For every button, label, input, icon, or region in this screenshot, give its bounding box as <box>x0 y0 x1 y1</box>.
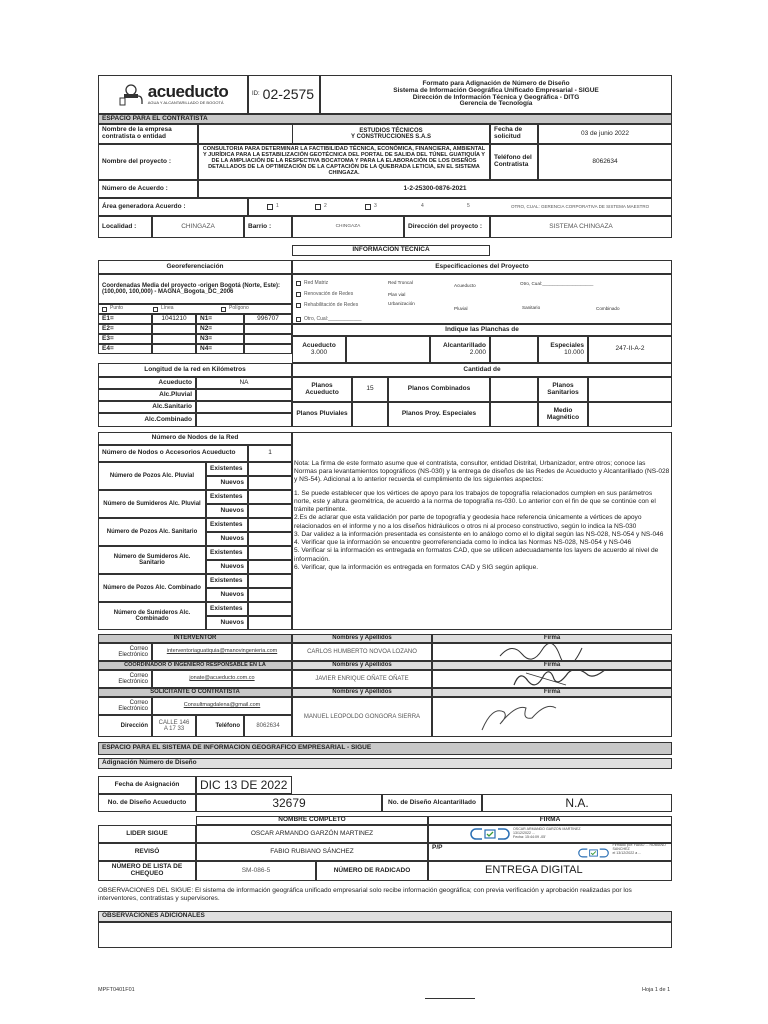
existentes-label: Existentes <box>206 518 248 532</box>
longitud-label: Alc.Combinado <box>98 413 196 427</box>
nombre-completo-header: NOMBRE COMPLETO <box>196 816 428 825</box>
coord-n-value <box>244 324 292 334</box>
nuevos-value <box>248 616 292 630</box>
nuevos-value <box>248 504 292 518</box>
empresa-value: ESTUDIOS TÉCNICOS Y CONSTRUCCIONES S.A.S <box>292 124 490 144</box>
signature-icon <box>496 644 596 660</box>
existentes-label: Existentes <box>206 602 248 616</box>
telefono-value: 8062634 <box>244 715 292 737</box>
coord-e-value <box>152 324 196 334</box>
area-option-1[interactable]: 1 <box>267 204 279 210</box>
diseno-acu-label: No. de Diseño Acueducto <box>98 794 196 812</box>
nota-intro: Nota: La firma de este formato asume que el contratista, consultor, entidad Distrital, Urbanizador, entre otros; conoce las Normas para levantamientos topográficos (NS-030) y la entrega de diseños de las Redes de Acueducto y Alcantarillado (NS-028 y NS-54). Adicional a lo anterior recuerda el cumplimiento de los siguientes aspectos: <box>294 460 670 484</box>
coordinador-nombre: JAVIER ENRIQUE OÑATE OÑATE <box>292 670 432 688</box>
barrio-label: Barrio : <box>244 216 292 238</box>
geo-type-poligono[interactable]: Polígono <box>221 306 249 311</box>
localidad-label: Localidad : <box>98 216 152 238</box>
coord-n-value <box>244 344 292 354</box>
empresa-label: Nombre de la empresa contratista o entidad <box>98 124 198 144</box>
nuevos-label: Nuevos <box>206 532 248 546</box>
spec-acueducto: Acueducto <box>454 283 476 288</box>
interventor-firma <box>432 643 672 661</box>
correo-label: Correo Electrónico <box>98 670 152 688</box>
spec-pluvial: Pluvial <box>454 306 468 311</box>
nodos-row-label: Número de Pozos Alc. Pluvial <box>98 462 206 490</box>
area-otro: OTRO, CUAL: GERENCIA CORPORATIVA DE SISTEMA MAESTRO <box>511 203 650 209</box>
spec-red-troncal: Red Troncal <box>388 280 413 285</box>
id-cell <box>248 75 320 114</box>
existentes-label: Existentes <box>206 574 248 588</box>
reviso-firma <box>428 843 672 861</box>
area-options <box>248 198 672 216</box>
interventor-nombre: CARLOS HUMBERTO NOVOA LOZANO <box>292 643 432 661</box>
checkbox-icon <box>267 204 273 210</box>
especificaciones-title: Especificaciones del Proyecto <box>292 260 672 274</box>
localidad-value: CHINGAZA <box>152 216 244 238</box>
cantidad-value: 15 <box>352 377 388 402</box>
direccion-proyecto-value: SISTEMA CHINGAZA <box>490 216 672 238</box>
cantidad-value <box>588 377 672 402</box>
coord-n-label: N2= <box>196 324 244 334</box>
footer-page: Hoja 1 de 1 <box>642 987 671 993</box>
nombres-label: Nombres y Apellidos <box>292 661 432 670</box>
barrio-value: CHINGAZA <box>292 216 404 238</box>
telefono-contratista-label: Teléfono del Contratista <box>490 144 538 180</box>
coord-n-label: N1= <box>196 314 244 324</box>
geo-type-linea[interactable]: Línea <box>153 306 174 311</box>
plancha-alcantarillado: Alcantarillado 2.000 <box>430 336 490 363</box>
longitud-label: Acueducto <box>98 377 196 389</box>
coord-n-label: N3= <box>196 334 244 344</box>
obs-adicionales-label: OBSERVACIONES ADICIONALES <box>98 911 672 922</box>
coord-e-value: 1041210 <box>152 314 196 324</box>
existentes-label: Existentes <box>206 546 248 560</box>
spec-urbanizacion: Urbanización <box>388 301 415 306</box>
cantidad-title: Cantidad de <box>292 363 672 377</box>
acuerdo-label: Número de Acuerdo : <box>98 180 198 198</box>
existentes-value <box>248 462 292 476</box>
logo-text: acueducto <box>147 82 229 102</box>
title-line: Gerencia de Tecnología <box>459 100 533 108</box>
cantidad-label: Planos Pluviales <box>292 402 352 427</box>
coord-e-label: E1= <box>98 314 152 324</box>
digital-signature-icon <box>578 847 609 859</box>
solicitante-firma <box>432 697 672 737</box>
existentes-label: Existentes <box>206 490 248 504</box>
checkbox-icon <box>153 307 158 312</box>
fecha-solicitud-value: 03 de junio 2022 <box>538 124 672 144</box>
lista-value: SM-086-5 <box>196 861 316 881</box>
longitud-label: Alc.Pluvial <box>98 389 196 401</box>
nodos-row-label: Número de Pozos Alc. Combinado <box>98 574 206 602</box>
coordinador-firma <box>432 670 672 688</box>
lider-label: LIDER SIGUE <box>98 825 196 843</box>
existentes-value <box>248 490 292 504</box>
area-option-5[interactable]: 5 <box>467 203 470 210</box>
solicitante-email-link[interactable]: Consultmagdalena@gmail.com <box>183 702 261 709</box>
spec-red-matriz[interactable]: Red Matriz <box>296 280 328 286</box>
nodos-acc-label: Número de Nodos o Accesorios Acueducto <box>98 445 248 462</box>
nuevos-label: Nuevos <box>206 560 248 574</box>
coord-e-label: E3= <box>98 334 152 344</box>
nuevos-label: Nuevos <box>206 616 248 630</box>
coord-n-value <box>244 334 292 344</box>
interventor-correo <box>152 643 292 661</box>
telefono-contratista-value: 8062634 <box>538 144 672 180</box>
checkbox-icon <box>102 307 107 312</box>
spec-renovacion[interactable]: Renovación de Redes <box>296 291 353 297</box>
nodos-title: Número de Nodos de la Red <box>98 432 292 445</box>
nuevos-value <box>248 476 292 490</box>
nodos-row-label: Número de Pozos Alc. Sanitario <box>98 518 206 546</box>
coord-e-value <box>152 334 196 344</box>
fecha-asignacion-label: Fecha de Asignación <box>98 776 196 794</box>
spec-combinado: Combinado <box>596 306 620 311</box>
pp-label: P/P <box>432 844 443 851</box>
section-info-tecnica: INFORMACION TECNICA <box>292 245 490 256</box>
nuevos-label: Nuevos <box>206 504 248 518</box>
solicitante-correo <box>152 697 292 715</box>
geo-type-punto[interactable]: Punto <box>102 306 123 311</box>
coord-e-value <box>152 344 196 354</box>
longitud-value: NA <box>196 377 292 389</box>
georef-title: Georeferenciación <box>98 260 292 274</box>
coord-n-value: 996707 <box>244 314 292 324</box>
direccion-label: Dirección <box>98 715 152 737</box>
diseno-acu-value: 32679 <box>196 794 382 812</box>
existentes-value <box>248 518 292 532</box>
checkbox-icon <box>365 204 371 210</box>
plancha-alcantarillado-blank <box>490 336 538 363</box>
fecha-asignacion-value: DIC 13 DE 2022 <box>196 776 292 794</box>
obs-adicionales-field[interactable] <box>98 922 672 948</box>
existentes-value <box>248 546 292 560</box>
nodos-row-label: Número de Sumideros Alc. Pluvial <box>98 490 206 518</box>
longitud-value <box>196 413 292 427</box>
footer-code: MPFT0401F01 <box>98 987 135 993</box>
correo-label: Correo Electrónico <box>98 697 152 715</box>
coordenadas-text: Coordenadas Media del proyecto -origen Bogotá (Norte, Este): (100,000, 100,000) - MAGNA_Bogota_DC_2006 <box>98 274 292 304</box>
acueducto-logo <box>118 82 229 108</box>
title-line: Formato para Adignación de Número de Diseño <box>422 79 570 87</box>
checkbox-icon <box>315 204 321 210</box>
plancha-extra: 247-II-A-2 <box>588 336 672 363</box>
existentes-value <box>248 602 292 616</box>
lider-sig-text: OSCAR ARMANDO GARZON MARTINEZ 13/12/2022 ... Fecha: 15:44:09 -05' <box>513 827 581 839</box>
cantidad-label: Medio Magnético <box>538 402 588 427</box>
reviso-value: FABIO RUBIANO SÁNCHEZ <box>196 843 428 861</box>
cantidad-label: Planos Acueducto <box>292 377 352 402</box>
coordinador-email-link[interactable]: jonate@acueducto.com.co <box>189 675 255 682</box>
nodos-row-label: Número de Sumideros Alc. Combinado <box>98 602 206 630</box>
lider-value: OSCAR ARMANDO GARZÓN MARTINEZ <box>196 825 428 843</box>
id-value: 02-2575 <box>262 86 315 103</box>
solicitante-title: SOLICITANTE O CONTRATISTA <box>98 688 292 697</box>
section-sigue: ESPACIO PARA EL SISTEMA DE INFORMACION GEOGRAFICO EMPRESARIAL - SIGUE <box>98 742 672 755</box>
plancha-especiales: Especiales 10.000 <box>538 336 588 363</box>
direccion-proyecto-label: Dirección del proyecto : <box>404 216 490 238</box>
faucet-logo-icon <box>118 82 144 108</box>
longitud-value <box>196 389 292 401</box>
diseno-alc-value: N.A. <box>482 794 672 812</box>
logo-subtext: AGUA Y ALCANTARILLADO DE BOGOTÁ <box>147 100 224 106</box>
nodos-row-label: Número de Sumideros Alc. Sanitario <box>98 546 206 574</box>
interventor-email-link[interactable]: interventoriaguatiquia@manovingenieria.com <box>166 648 278 655</box>
reviso-sig-text: Firmado por: FABIO ... RUBIANO SANCHEZ el 13/12/2022 a ... <box>612 843 666 855</box>
id-label: ID: <box>252 91 260 98</box>
coordinador-title: COORDINADOR O INGENIERO RESPONSABLE EN LA <box>98 661 292 670</box>
diseno-alc-label: No. de Diseño Alcantarillado <box>382 794 482 812</box>
longitud-value <box>196 401 292 413</box>
spec-otro[interactable]: Otro, Cual:____________ <box>296 316 362 322</box>
existentes-label: Existentes <box>206 462 248 476</box>
checkbox-icon <box>296 292 301 297</box>
cantidad-value <box>490 377 538 402</box>
fecha-solicitud-label: Fecha de solicitud <box>490 124 538 144</box>
nota-item: 1. Se puede establecer que los vértices de apoyo para los trabajos de topografía relacionados cumplen en sus parámetros norte, este y altura geométrica, de acuerdo a la norma de topografía ns-030. Lo anterior con el fin de que se continúe con el trámite pertinente. <box>294 489 656 514</box>
direccion-value: CALLE 146 A 17 33 <box>152 715 196 737</box>
checkbox-icon <box>296 281 301 286</box>
coord-e-label: E4= <box>98 344 152 354</box>
area-label: Área generadora Acuerdo : <box>98 198 248 216</box>
nota-text <box>294 460 670 572</box>
firma-label: Firma <box>432 661 672 670</box>
form-title <box>320 75 672 114</box>
checkbox-icon <box>296 303 301 308</box>
firma-header: FIRMA <box>428 816 672 825</box>
spec-otro-cual: Otro, Cual:____________________ <box>520 281 594 286</box>
nota-item: 4. Verificar que la información se encuentre georreferenciada como lo indica las Normas NS-028, NS-054 y NS-046 <box>294 539 632 547</box>
firma-label: Firma <box>432 688 672 697</box>
nota-item: 2.Es de aclarar que esta validación por parte de topografía y geodesia hace referencia únicamente a vértices de apoyo relacionados en el informe y no a los diseños hidráulicos o otros ni al proceso constructivo, según lo indica la NS-030 <box>294 514 642 530</box>
correo-label: Correo Electrónico <box>98 643 152 661</box>
logo-cell <box>98 75 248 114</box>
area-option-2[interactable]: 2 <box>315 204 327 210</box>
cantidad-value <box>490 402 538 427</box>
nota-item: 6. Verificar, que la información es entregada en formatos CAD y SIG según aplique. <box>294 563 539 571</box>
cantidad-label: Planos Proy. Especiales <box>388 402 490 427</box>
spec-sanitario: Sanitario <box>522 305 541 310</box>
plancha-acueducto: Acueducto 3.000 <box>292 336 346 363</box>
longitud-title: Longitud de la red en Kilómetros <box>98 363 292 377</box>
telefono-label: Teléfono <box>196 715 244 737</box>
sigue-subtitle: Adignación Número de Diseño <box>98 758 672 769</box>
proyecto-label: Nombre del proyecto : <box>98 144 198 180</box>
nuevos-value <box>248 588 292 602</box>
proyecto-value: CONSULTORIA PARA DETERMINAR LA FACTIBILIDAD TÉCNICA, ECONÓMICA, FINANCIERA, AMBIENTAL Y JURÍDICA PARA LA ESTABILIZACIÓN GEOTÉCNICA DEL PORTAL DE SALIDA DEL TÚNEL GUATIQUÍA Y DE LA AMPLIACIÓN DE LA RESPECTIVA BOCATOMA Y PARA LA ELABORACIÓN DE LOS DISEÑOS DETALLADOS DE LA OPTIMIZACIÓN DE LA CAPTACIÓN DE LA QUEBRADA LETICIA, EN EL SISTEMA CHINGAZA. <box>198 144 490 180</box>
lista-label: NÚMERO DE LISTA DE CHEQUEO <box>98 861 196 881</box>
title-line: Sistema de Información Geográfica Unificado Empresarial - SIGUE <box>393 86 599 94</box>
area-option-4[interactable]: 4 <box>421 203 424 210</box>
nota-item: 3. Dar validez a la información presentada es consistente en lo análogo como el lo digital según las NS-028, NS-054 y NS-046 <box>294 530 664 538</box>
signature-icon <box>506 670 626 688</box>
radicado-value: ENTREGA DIGITAL <box>428 861 672 881</box>
nuevos-label: Nuevos <box>206 588 248 602</box>
radicado-label: NÚMERO DE RADICADO <box>316 861 428 881</box>
existentes-value <box>248 574 292 588</box>
geo-type-row <box>98 304 292 314</box>
footer-divider <box>425 998 475 999</box>
planchas-title: Indique las Planchas de <box>292 324 672 336</box>
coord-n-label: N4= <box>196 344 244 354</box>
nombres-label: Nombres y Apellidos <box>292 634 432 643</box>
nuevos-value <box>248 560 292 574</box>
cantidad-value <box>588 402 672 427</box>
coord-e-label: E2= <box>98 324 152 334</box>
reviso-label: REVISÓ <box>98 843 196 861</box>
solicitante-nombre: MANUEL LEOPOLDO GONGORA SIERRA <box>292 697 432 737</box>
nombres-label: Nombres y Apellidos <box>292 688 432 697</box>
firma-label: Firma <box>432 634 672 643</box>
acuerdo-value: 1-2-25300-0876-2021 <box>198 180 672 198</box>
lider-firma <box>428 825 672 843</box>
checkbox-icon <box>296 317 301 322</box>
digital-signature-icon <box>470 828 510 840</box>
longitud-label: Alc.Sanitario <box>98 401 196 413</box>
checkbox-icon <box>221 307 226 312</box>
area-option-3[interactable]: 3 <box>365 204 377 210</box>
section-contratista: ESPACIO PARA EL CONTRATISTA <box>98 114 672 124</box>
nuevos-value <box>248 532 292 546</box>
spec-rehabilitacion[interactable]: Rehabilitación de Redes <box>296 302 358 308</box>
nuevos-label: Nuevos <box>206 476 248 490</box>
obs-sigue: OBSERVACIONES DEL SIGUE: El sistema de información geográfica unificado empresarial solo recibe información geográfica; con previa verificación y aprobación realizadas por los interventores, contratistas y supervisores. <box>98 887 632 903</box>
coordinador-correo <box>152 670 292 688</box>
signature-icon <box>476 700 576 734</box>
nodos-acc-value: 1 <box>248 445 292 462</box>
cantidad-value <box>352 402 388 427</box>
title-line: Dirección de Información Técnica y Geográfica - DITG <box>412 93 580 101</box>
plancha-acueducto-blank <box>346 336 430 363</box>
cantidad-label: Planos Combinados <box>388 377 490 402</box>
spec-plan-vial: Plan vial <box>388 292 406 297</box>
cantidad-label: Planos Sanitarios <box>538 377 588 402</box>
nota-item: 5. Verificar si la información es entregada en formatos CAD, que se utilicen adecuadamente los layers de acuerdo al nivel de información. <box>294 547 659 563</box>
interventor-title: INTERVENTOR <box>98 634 292 643</box>
